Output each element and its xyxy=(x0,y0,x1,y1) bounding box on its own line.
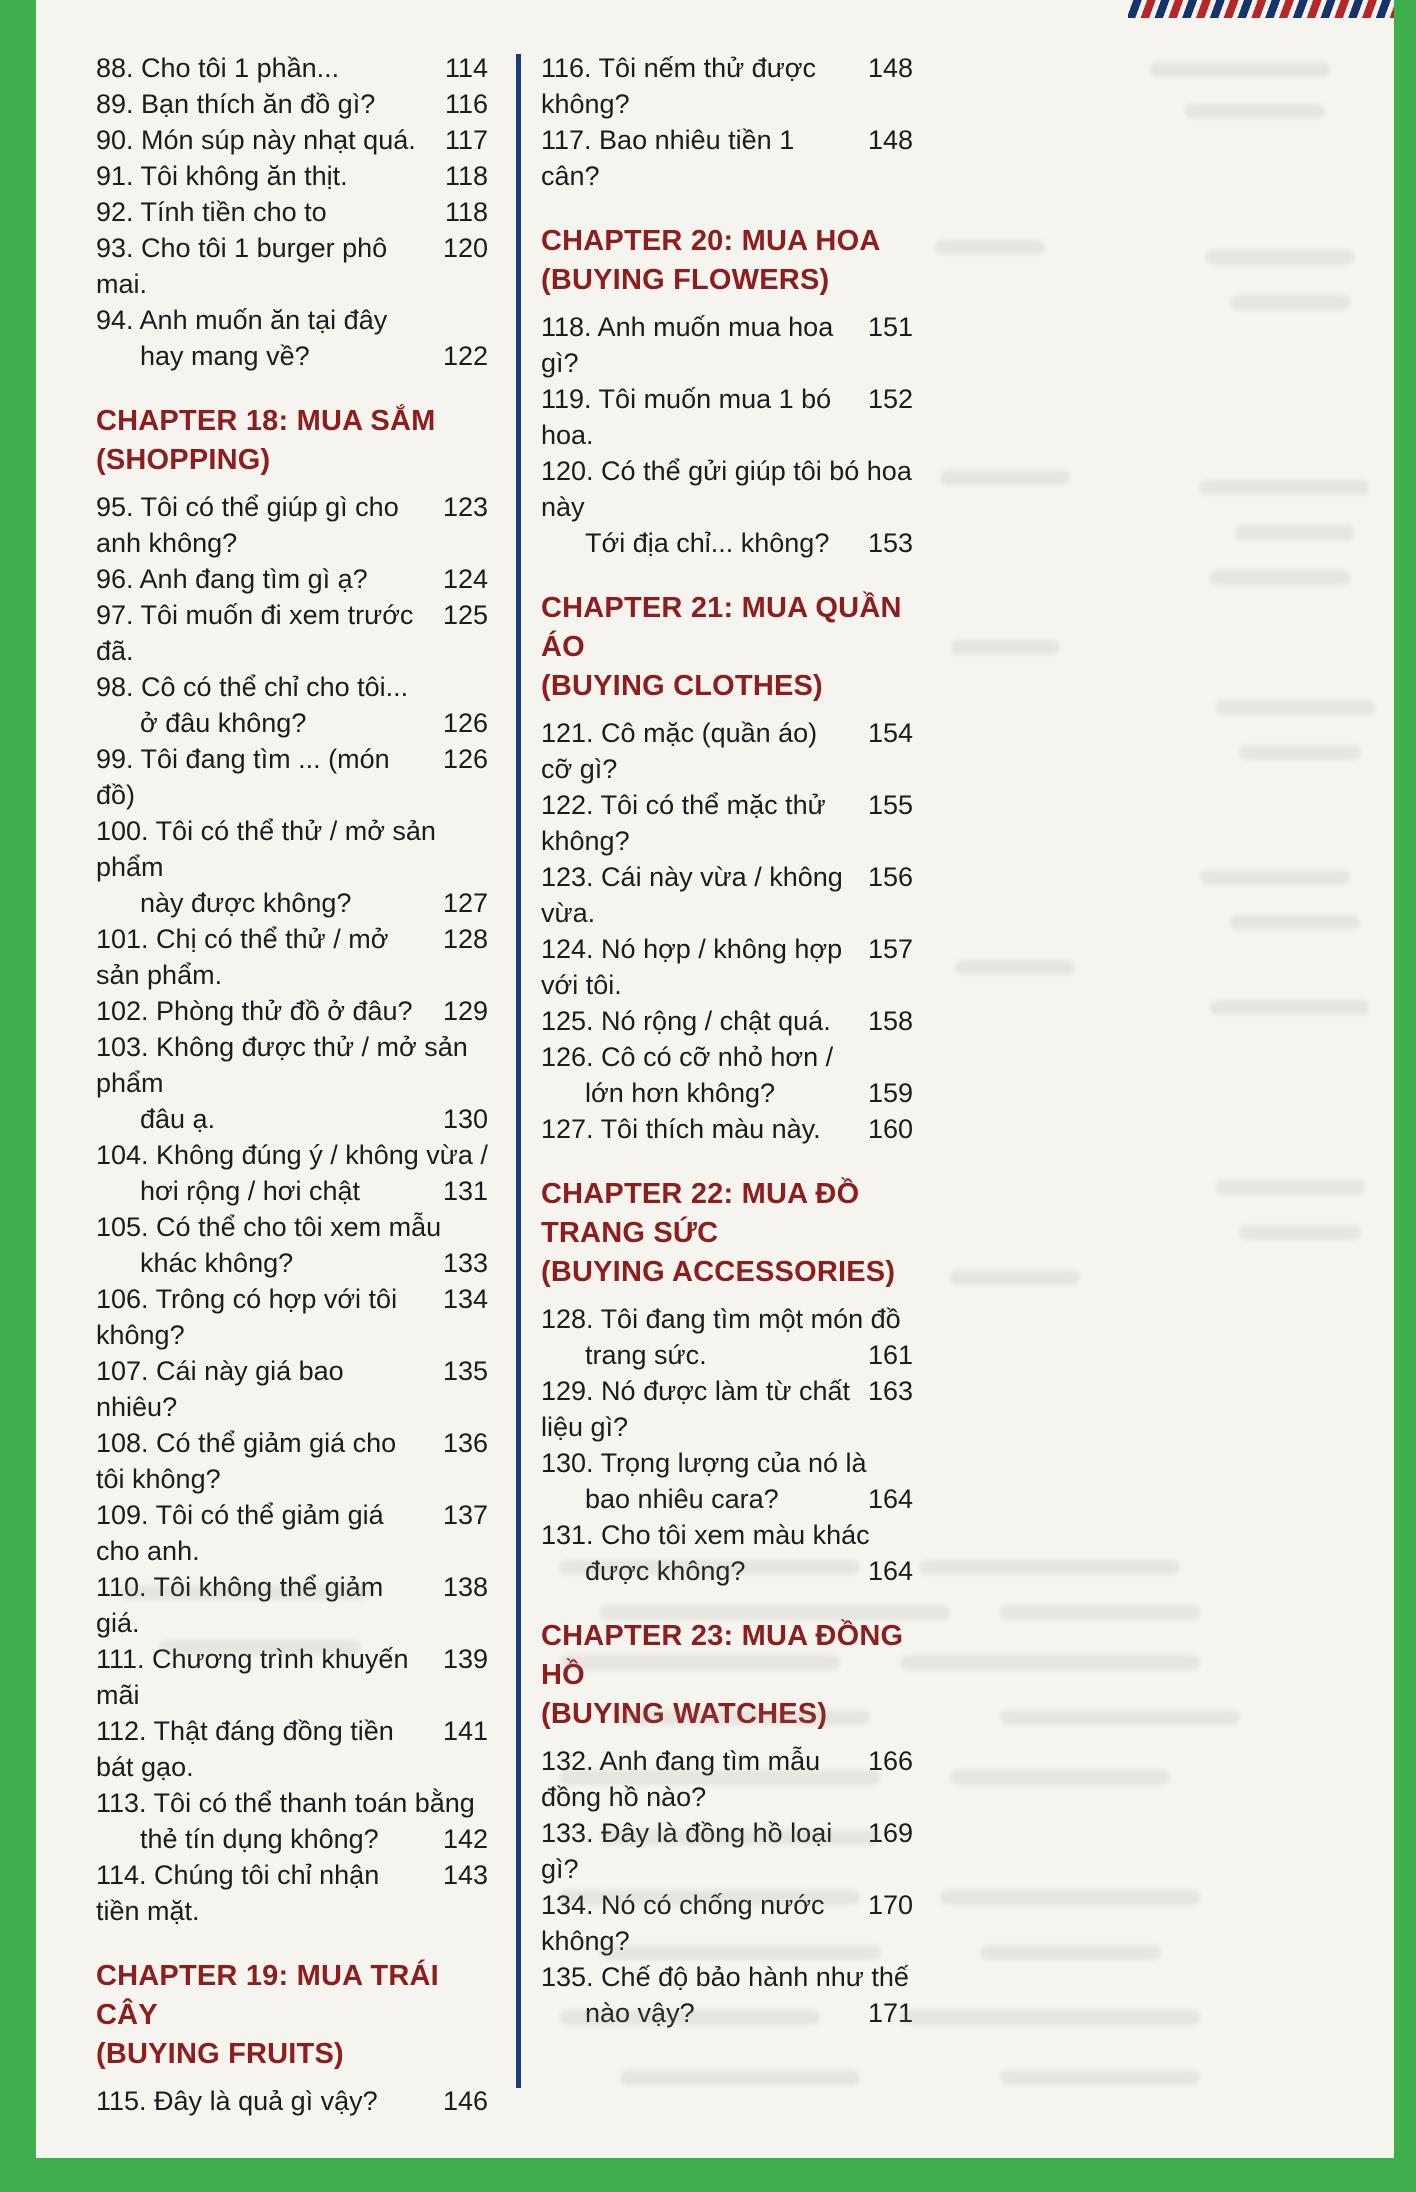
entry-text: 89. Bạn thích ăn đồ gì? xyxy=(96,89,376,119)
toc-entry-line xyxy=(541,859,913,931)
chapter-heading: (BUYING CLOTHES) xyxy=(541,670,823,702)
entry-text: ở đâu không? xyxy=(140,708,307,738)
right-green-edge-bar xyxy=(1394,0,1416,2192)
entry-page-number: 163 xyxy=(867,1376,913,1406)
chapter-heading: (SHOPPING) xyxy=(96,444,271,476)
toc-entry-line xyxy=(96,1029,488,1101)
toc-entry-line xyxy=(96,1281,488,1353)
entry-page-number: 118 xyxy=(444,161,488,191)
bleed-through-artifact xyxy=(560,1770,880,1785)
entry-page-number: 122 xyxy=(442,341,488,371)
toc-entry-line xyxy=(96,1353,488,1425)
entry-page-number: 166 xyxy=(867,1746,913,1776)
bleed-through-artifact xyxy=(1235,525,1355,540)
toc-entry-line xyxy=(541,1815,913,1887)
entry-text: 88. Cho tôi 1 phần... xyxy=(96,53,340,83)
entry-text: 108. Có thể giảm giá cho tôi không? xyxy=(96,1428,397,1494)
entry-page-number: 123 xyxy=(442,492,488,522)
entry-text: 127. Tôi thích màu này. xyxy=(541,1114,821,1144)
entry-text: 130. Trọng lượng của nó là xyxy=(541,1448,867,1478)
bleed-through-artifact xyxy=(955,960,1075,975)
chapter-heading-block xyxy=(541,589,913,706)
bleed-through-artifact xyxy=(600,1605,950,1620)
entry-page-number: 120 xyxy=(442,233,488,263)
entry-text: này được không? xyxy=(140,888,352,918)
entry-text: 135. Chế độ bảo hành như thế xyxy=(541,1962,909,1992)
toc-section xyxy=(541,50,913,194)
toc-entry-line xyxy=(541,1373,913,1445)
chapter-heading: (BUYING FLOWERS) xyxy=(541,264,830,296)
entry-text: bao nhiêu cara? xyxy=(585,1484,779,1514)
entry-page-number: 126 xyxy=(442,744,488,774)
entry-page-number: 136 xyxy=(442,1428,488,1458)
entry-text: 98. Cô có thể chỉ cho tôi... xyxy=(96,672,409,702)
toc-entry-line xyxy=(96,194,488,230)
entry-text: hơi rộng / hơi chật xyxy=(140,1176,361,1206)
entry-text: 125. Nó rộng / chật quá. xyxy=(541,1006,831,1036)
toc-entry-line xyxy=(96,561,488,597)
entry-text: 92. Tính tiền cho to xyxy=(96,197,327,227)
entry-page-number: 137 xyxy=(442,1500,488,1530)
toc-entry-line xyxy=(96,1101,488,1137)
toc-entry-line xyxy=(541,715,913,787)
toc-section xyxy=(541,222,913,561)
entry-text: 97. Tôi muốn đi xem trước đã. xyxy=(96,600,414,666)
entry-page-number: 169 xyxy=(867,1818,913,1848)
bleed-through-artifact xyxy=(950,1270,1080,1285)
entry-page-number: 161 xyxy=(867,1340,913,1370)
toc-entry-line xyxy=(541,1075,913,1111)
bleed-through-artifact xyxy=(900,1655,1200,1670)
entry-text: 121. Cô mặc (quần áo) cỡ gì? xyxy=(541,718,818,784)
bleed-through-artifact xyxy=(1240,745,1360,760)
toc-entry-line xyxy=(96,489,488,561)
entry-text: 104. Không đúng ý / không vừa / xyxy=(96,1140,488,1170)
toc-entry-line xyxy=(541,1301,913,1337)
bleed-through-artifact xyxy=(560,2010,820,2025)
bleed-through-artifact xyxy=(1230,915,1360,930)
toc-entry-line xyxy=(96,993,488,1029)
bleed-through-artifact xyxy=(1210,1000,1370,1015)
entry-text: 128. Tôi đang tìm một món đồ xyxy=(541,1304,901,1334)
toc-entry-line xyxy=(96,1497,488,1569)
entry-text: 117. Bao nhiêu tiền 1 cân? xyxy=(541,125,795,191)
entry-text: khác không? xyxy=(140,1248,294,1278)
entry-text: Tới địa chỉ... không? xyxy=(585,528,830,558)
toc-entry-line xyxy=(96,885,488,921)
bleed-through-artifact xyxy=(1205,250,1355,265)
entry-text: 124. Nó hợp / không hợp với tôi. xyxy=(541,934,843,1000)
bleed-through-artifact xyxy=(1000,2070,1200,2085)
chapter-heading: CHAPTER 20: MUA HOA xyxy=(541,225,881,257)
toc-section xyxy=(541,589,913,1147)
entry-text: 90. Món súp này nhạt quá. xyxy=(96,125,416,155)
entry-page-number: 139 xyxy=(442,1644,488,1674)
toc-entry-line xyxy=(541,122,913,194)
entry-page-number: 125 xyxy=(442,600,488,630)
entry-page-number: 155 xyxy=(867,790,913,820)
chapter-heading: CHAPTER 18: MUA SẮM xyxy=(96,405,436,437)
entry-text: 110. Tôi không thể giảm giá. xyxy=(96,1572,384,1638)
entry-text: 119. Tôi muốn mua 1 bó hoa. xyxy=(541,384,832,450)
entry-text: 94. Anh muốn ăn tại đây xyxy=(96,305,388,335)
entry-page-number: 148 xyxy=(867,53,913,83)
toc-entry-line xyxy=(96,1569,488,1641)
entry-text: nào vậy? xyxy=(585,1998,695,2028)
bleed-through-artifact xyxy=(1000,1605,1200,1620)
entry-text: 96. Anh đang tìm gì ạ? xyxy=(96,564,368,594)
entry-page-number: 135 xyxy=(442,1356,488,1386)
entry-page-number: 153 xyxy=(867,528,913,558)
entry-page-number: 116 xyxy=(444,89,488,119)
entry-text: 122. Tôi có thể mặc thử không? xyxy=(541,790,826,856)
toc-entry-line xyxy=(541,309,913,381)
entry-text: thẻ tín dụng không? xyxy=(140,1824,379,1854)
entry-page-number: 128 xyxy=(442,924,488,954)
bleed-through-artifact xyxy=(940,1890,1200,1905)
toc-entry-line xyxy=(541,1959,913,1995)
entry-page-number: 124 xyxy=(442,564,488,594)
entry-page-number: 129 xyxy=(442,996,488,1026)
toc-entry-line xyxy=(96,1425,488,1497)
toc-section xyxy=(541,1617,913,2031)
toc-entry-line xyxy=(96,230,488,302)
toc-entry-line xyxy=(96,813,488,885)
entry-text: 105. Có thể cho tôi xem mẫu xyxy=(96,1212,442,1242)
bleed-through-artifact xyxy=(620,2070,860,2085)
entry-text: 111. Chương trình khuyến mãi xyxy=(96,1644,409,1710)
entry-page-number: 164 xyxy=(867,1484,913,1514)
entry-page-number: 156 xyxy=(867,862,913,892)
entry-text: 99. Tôi đang tìm ... (món đồ) xyxy=(96,744,390,810)
entry-text: đâu ạ. xyxy=(140,1104,216,1134)
toc-entry-line xyxy=(96,50,488,86)
entry-page-number: 171 xyxy=(867,1998,913,2028)
entry-page-number: 133 xyxy=(442,1248,488,1278)
toc-entry-line xyxy=(541,525,913,561)
entry-page-number: 127 xyxy=(442,888,488,918)
entry-page-number: 146 xyxy=(442,2086,488,2116)
entry-text: 114. Chúng tôi chỉ nhận tiền mặt. xyxy=(96,1860,380,1926)
entry-text: hay mang về? xyxy=(140,341,310,371)
chapter-heading: (BUYING WATCHES) xyxy=(541,1698,828,1730)
toc-entry-line xyxy=(541,1039,913,1075)
bleed-through-artifact xyxy=(120,1585,370,1600)
entry-text: 93. Cho tôi 1 burger phô mai. xyxy=(96,233,388,299)
entry-page-number: 159 xyxy=(867,1078,913,1108)
entry-text: 95. Tôi có thể giúp gì cho anh không? xyxy=(96,492,399,558)
toc-entry-line xyxy=(96,1137,488,1173)
bleed-through-artifact xyxy=(560,1560,860,1575)
toc-entry-line xyxy=(541,787,913,859)
chapter-heading-block xyxy=(96,402,488,480)
entry-page-number: 117 xyxy=(444,125,488,155)
bleed-through-artifact xyxy=(560,1655,840,1670)
entry-page-number: 134 xyxy=(442,1284,488,1314)
toc-entry-line xyxy=(541,1517,913,1553)
bleed-through-artifact xyxy=(620,1710,870,1725)
entry-page-number: 157 xyxy=(867,934,913,964)
bleed-through-artifact xyxy=(1150,62,1330,77)
entry-text: 123. Cái này vừa / không vừa. xyxy=(541,862,843,928)
toc-right-column xyxy=(541,50,913,2031)
entry-text: 112. Thật đáng đồng tiền bát gạo. xyxy=(96,1716,394,1782)
toc-entry-line xyxy=(96,338,488,374)
bleed-through-artifact xyxy=(1215,700,1375,715)
entry-page-number: 126 xyxy=(442,708,488,738)
entry-text: 129. Nó được làm từ chất liệu gì? xyxy=(541,1376,850,1442)
entry-page-number: 143 xyxy=(442,1860,488,1890)
entry-page-number: 141 xyxy=(442,1716,488,1746)
toc-entry-line xyxy=(96,1857,488,1929)
bleed-through-artifact xyxy=(900,2010,1200,2025)
entry-text: 118. Anh muốn mua hoa gì? xyxy=(541,312,834,378)
toc-entry-line xyxy=(541,1003,913,1039)
toc-entry-line xyxy=(96,1785,488,1821)
toc-entry-line xyxy=(541,1111,913,1147)
toc-entry-line xyxy=(96,1713,488,1785)
entry-page-number: 160 xyxy=(867,1114,913,1144)
entry-text: 126. Cô có cỡ nhỏ hơn / xyxy=(541,1042,834,1072)
chapter-heading-block xyxy=(541,1175,913,1292)
toc-section xyxy=(96,50,488,374)
bleed-through-artifact xyxy=(160,1640,360,1655)
toc-entry-line xyxy=(96,597,488,669)
bleed-through-artifact xyxy=(920,1560,1180,1575)
entry-text: lớn hơn không? xyxy=(585,1078,776,1108)
chapter-heading: CHAPTER 22: MUA ĐỒ TRANG SỨC xyxy=(541,1178,860,1249)
entry-page-number: 148 xyxy=(867,125,913,155)
bleed-through-artifact xyxy=(950,640,1060,655)
chapter-heading: (BUYING ACCESSORIES) xyxy=(541,1256,896,1288)
entry-text: 100. Tôi có thể thử / mở sản phẩm xyxy=(96,816,436,882)
chapter-heading-block xyxy=(96,1957,488,2074)
entry-text: 101. Chị có thể thử / mở sản phẩm. xyxy=(96,924,389,990)
chapter-heading: CHAPTER 21: MUA QUẦN ÁO xyxy=(541,592,902,663)
left-green-edge-bar xyxy=(0,0,36,2192)
entry-text: 113. Tôi có thể thanh toán bằng xyxy=(96,1788,475,1818)
bleed-through-artifact xyxy=(1215,1180,1365,1195)
toc-entry-line xyxy=(541,1337,913,1373)
entry-text: 115. Đây là quả gì vậy? xyxy=(96,2086,378,2116)
chapter-heading-block xyxy=(541,222,913,300)
entry-page-number: 170 xyxy=(867,1890,913,1920)
toc-entry-line xyxy=(96,921,488,993)
entry-page-number: 131 xyxy=(442,1176,488,1206)
entry-page-number: 130 xyxy=(442,1104,488,1134)
toc-entry-line xyxy=(96,1821,488,1857)
entry-text: 103. Không được thử / mở sản phẩm xyxy=(96,1032,468,1098)
entry-text: 131. Cho tôi xem màu khác xyxy=(541,1520,870,1550)
chapter-heading: CHAPTER 23: MUA ĐỒNG HỒ xyxy=(541,1620,904,1691)
entry-text: được không? xyxy=(585,1556,746,1586)
bleed-through-artifact xyxy=(600,1830,880,1845)
toc-entry-line xyxy=(96,122,488,158)
bleed-through-artifact xyxy=(940,470,1070,485)
toc-left-column xyxy=(96,50,488,2119)
chapter-heading: (BUYING FRUITS) xyxy=(96,2038,344,2070)
entry-page-number: 114 xyxy=(444,53,488,83)
entry-text: 91. Tôi không ăn thịt. xyxy=(96,161,348,191)
toc-entry-line xyxy=(96,741,488,813)
toc-section xyxy=(96,402,488,1929)
toc-entry-line xyxy=(96,1245,488,1281)
entry-text: 106. Trông có hợp với tôi không? xyxy=(96,1284,398,1350)
entry-text: 133. Đây là đồng hồ loại gì? xyxy=(541,1818,833,1884)
bleed-through-artifact xyxy=(1230,295,1350,310)
toc-entry-line xyxy=(96,669,488,705)
toc-entry-line xyxy=(541,453,913,525)
bleed-through-artifact xyxy=(1000,1710,1240,1725)
entry-page-number: 142 xyxy=(442,1824,488,1854)
toc-entry-line xyxy=(96,1173,488,1209)
toc-entry-line xyxy=(541,1445,913,1481)
column-divider-line xyxy=(516,54,521,2088)
entry-page-number: 151 xyxy=(867,312,913,342)
bleed-through-artifact xyxy=(560,1890,860,1905)
bleed-through-artifact xyxy=(1200,870,1350,885)
toc-entry-line xyxy=(96,158,488,194)
bleed-through-artifact xyxy=(980,1945,1160,1960)
entry-page-number: 158 xyxy=(867,1006,913,1036)
entry-text: 132. Anh đang tìm mẫu đồng hồ nào? xyxy=(541,1746,821,1812)
toc-entry-line xyxy=(96,86,488,122)
entry-page-number: 154 xyxy=(867,718,913,748)
entry-text: 102. Phòng thử đồ ở đâu? xyxy=(96,996,413,1026)
bleed-through-artifact xyxy=(600,1945,880,1960)
entry-text: 120. Có thể gửi giúp tôi bó hoa này xyxy=(541,456,912,522)
bleed-through-artifact xyxy=(1210,570,1350,585)
entry-page-number: 152 xyxy=(867,384,913,414)
entry-text: trang sức. xyxy=(585,1340,707,1370)
entry-text: 109. Tôi có thể giảm giá cho anh. xyxy=(96,1500,384,1566)
toc-entry-line xyxy=(96,705,488,741)
entry-text: 116. Tôi nếm thử được không? xyxy=(541,53,816,119)
bleed-through-artifact xyxy=(935,240,1045,255)
bottom-green-edge-bar xyxy=(0,2158,1416,2192)
toc-entry-line xyxy=(541,931,913,1003)
bleed-through-artifact xyxy=(950,1770,1170,1785)
bleed-through-artifact xyxy=(1185,104,1325,119)
chapter-heading: CHAPTER 19: MUA TRÁI CÂY xyxy=(96,1960,439,2031)
toc-entry-line xyxy=(96,1209,488,1245)
airmail-stripes-decoration xyxy=(1128,0,1394,18)
entry-text: 134. Nó có chống nước không? xyxy=(541,1890,825,1956)
toc-entry-line xyxy=(541,381,913,453)
entry-text: 107. Cái này giá bao nhiêu? xyxy=(96,1356,344,1422)
toc-entry-line xyxy=(96,302,488,338)
entry-page-number: 118 xyxy=(444,197,488,227)
toc-entry-line xyxy=(541,50,913,122)
toc-entry-line xyxy=(541,1481,913,1517)
entry-page-number: 138 xyxy=(442,1572,488,1602)
toc-section xyxy=(96,1957,488,2119)
toc-section xyxy=(541,1175,913,1589)
bleed-through-artifact xyxy=(1240,1225,1360,1240)
bleed-through-artifact xyxy=(1200,480,1370,495)
entry-page-number: 164 xyxy=(867,1556,913,1586)
toc-entry-line xyxy=(96,2083,488,2119)
